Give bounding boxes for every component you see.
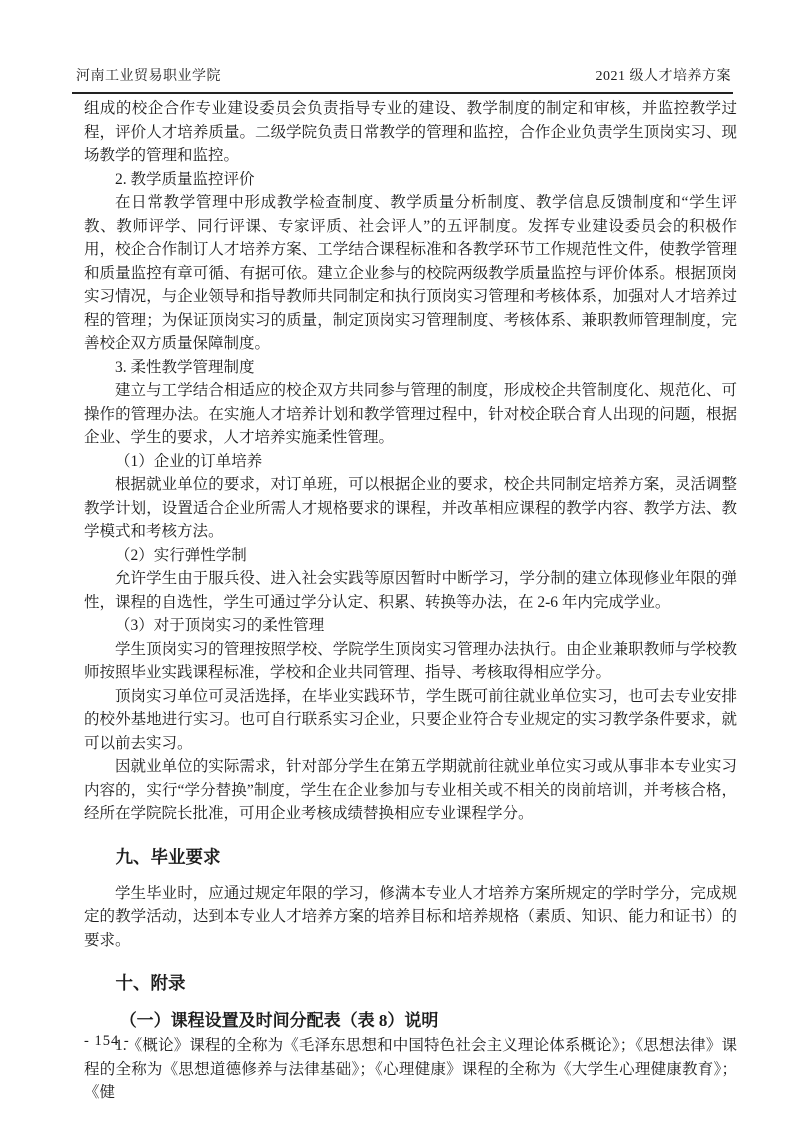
page-header: [72, 68, 733, 94]
paragraph: 1.《概论》课程的全称为《毛泽东思想和中国特色社会主义理论体系概论》；《思想法律》课程的全称为《思想道德修养与法律基础》；《心理健康》课程的全称为《大学生心理健康教育》；《健: [84, 1037, 737, 1101]
paragraph: 建立与工学结合相适应的校企双方共同参与管理的制度，形成校企共管制度化、规范化、可操作的管理办法。在实施人才培养计划和教学管理过程中，针对校企联合育人出现的问题，根据企业、学生的要求，人才培养实施柔性管理。: [84, 382, 737, 446]
page-number: - 154 -: [84, 1033, 130, 1049]
paragraph: 允许学生由于服兵役、进入社会实践等原因暂时中断学习，学分制的建立体现修业年限的弹性，课程的自选性，学生可通过学分认定、积累、转换等办法，在 2-6 年内完成学业。: [84, 570, 737, 611]
header-school-name: 河南工业贸易职业学院: [76, 69, 221, 84]
paragraph: （2）实行弹性学制: [115, 546, 247, 564]
paragraph: （1）企业的订单培养: [115, 452, 263, 470]
page-footer: [84, 1033, 130, 1050]
paragraph: 根据就业单位的要求，对订单班，可以根据企业的要求，校企共同制定培养方案，灵活调整教学计划，设置适合企业所需人才规格要求的课程，并改革相应课程的教学内容、教学方法、教学模式和考核方法。: [84, 476, 737, 540]
section-heading: 九、毕业要求: [115, 846, 221, 867]
header-plan-title: 2021 级人才培养方案: [595, 69, 731, 84]
paragraph: 在日常教学管理中形成教学检查制度、教学质量分析制度、教学信息反馈制度和“学生评教、教师评学、同行评课、专家评质、社会评人”的五评制度。发挥专业建设委员会的积极作用，校企合作制订人才培养方案、工学结合课程标准和各教学环节工作规范性文件，使教学管理和质量监控有章可循、有据可依。建立企业参与的校院两级教学质量监控与评价体系。根据顶岗实习情况，与企业领导和指导教师共同制定和执行顶岗实习管理和考核体系，加强对人才培养过程的管理；为保证顶岗实习的质量，制定顶岗实习管理制度、考核体系、兼职教师管理制度，完善校企双方质量保障制度。: [84, 194, 737, 352]
paragraph: 学生顶岗实习的管理按照学校、学院学生顶岗实习管理办法执行。由企业兼职教师与学校教师按照毕业实践课程标准，学校和企业共同管理、指导、考核取得相应学分。: [84, 640, 737, 681]
paragraph: 因就业单位的实际需求，针对部分学生在第五学期就前往就业单位实习或从事非本专业实习内容的，实行“学分替换”制度，学生在企业参加与专业相关或不相关的岗前培训，并考核合格，经所在学院院长批准，可用企业考核成绩替换相应专业课程学分。: [84, 758, 737, 822]
paragraph: 学生毕业时，应通过规定年限的学习，修满本专业人才培养方案所规定的学时学分，完成规定的教学活动，达到本专业人才培养方案的培养目标和培养规格（素质、知识、能力和证书）的要求。: [84, 884, 737, 949]
section-heading: 十、附录: [115, 973, 186, 993]
paragraph: 组成的校企合作专业建设委员会负责指导专业的建设、教学制度的制定和审核，并监控教学过程，评价人才培养质量。二级学院负责日常教学的管理和监控，合作企业负责学生顶岗实习、现场教学的管理和监控。: [84, 100, 737, 164]
paragraph: 顶岗实习单位可灵活选择，在毕业实践环节，学生既可前往就业单位实习，也可去专业安排的校外基地进行实习。也可自行联系实习企业，只要企业符合专业规定的实习教学条件要求，就可以前去实习。: [84, 687, 737, 752]
paragraph: （3）对于顶岗实习的柔性管理: [115, 617, 325, 634]
paragraph: 2. 教学质量监控评价: [115, 170, 255, 188]
section-heading: （一）课程设置及时间分配表（表 8）说明: [119, 1011, 439, 1030]
document-body: [84, 97, 737, 1105]
paragraph: 3. 柔性教学管理制度: [115, 358, 255, 376]
